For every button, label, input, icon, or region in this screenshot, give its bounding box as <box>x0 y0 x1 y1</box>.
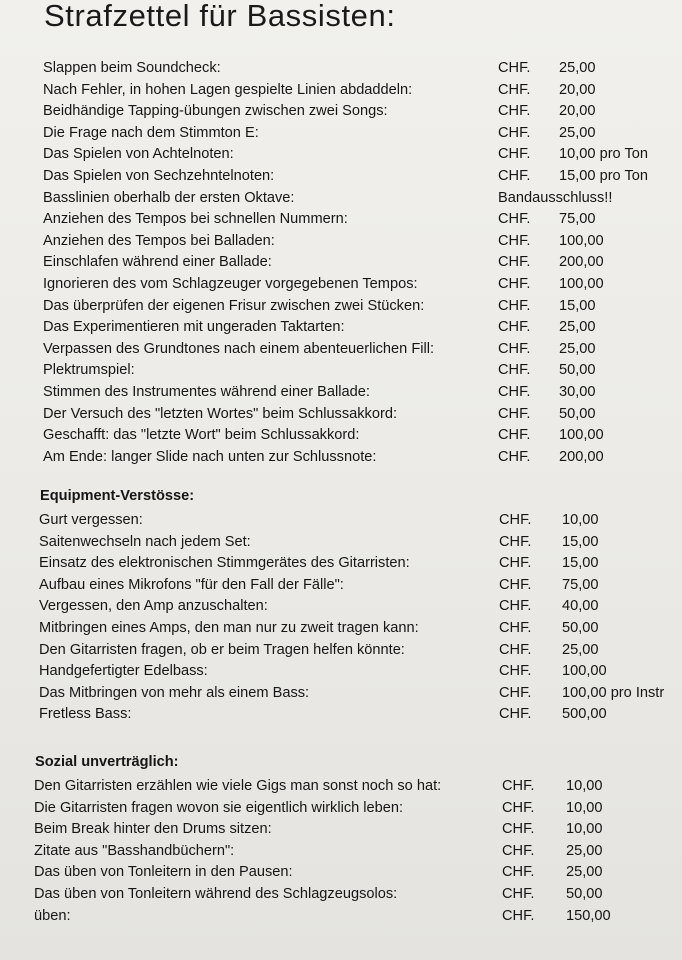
fine-currency: CHF. <box>498 60 531 76</box>
fine-currency: CHF. <box>502 799 535 816</box>
fine-row <box>0 166 682 188</box>
fine-row <box>0 661 682 683</box>
fine-currency: CHF. <box>499 684 532 701</box>
fine-label: Das üben von Tonleitern während des Schlagzeugsolos: <box>34 885 398 902</box>
fine-amount: 10,00 <box>562 512 599 528</box>
fine-amount: 50,00 <box>559 362 596 379</box>
fine-currency: CHF. <box>498 340 531 357</box>
fine-label: Ignorieren des vom Schlagzeuger vorgegebenen Tempos: <box>43 275 418 292</box>
fine-label: Den Gitarristen erzählen wie viele Gigs man sonst noch so hat: <box>34 778 442 794</box>
fine-currency: CHF. <box>502 885 535 902</box>
fine-row <box>0 144 682 166</box>
section-equipment-fines <box>0 510 682 726</box>
fine-amount: 15,00 <box>562 555 599 572</box>
fine-label: Gurt vergessen: <box>39 512 143 528</box>
fine-row <box>0 884 682 906</box>
fine-label: Das überprüfen der eigenen Frisur zwischen zwei Stücken: <box>43 297 425 314</box>
fine-amount: 50,00 <box>559 405 596 422</box>
fine-label: Handgefertigter Edelbass: <box>39 663 208 680</box>
fine-row <box>0 575 682 597</box>
fine-label: Der Versuch des "letzten Wortes" beim Schlussakkord: <box>43 405 398 422</box>
fine-amount: 10,00 pro Ton <box>559 146 648 163</box>
section-heading-equipment: Equipment-Verstösse: <box>40 488 195 504</box>
fine-row <box>0 80 682 102</box>
fine-row <box>0 123 682 145</box>
fine-currency: CHF. <box>498 254 531 271</box>
fine-amount: 75,00 <box>559 211 596 228</box>
fine-currency: CHF. <box>502 842 535 859</box>
fine-currency: CHF. <box>498 146 531 163</box>
fine-amount: 100,00 <box>562 663 607 680</box>
fine-currency: CHF. <box>498 81 531 98</box>
fine-currency: CHF. <box>499 706 532 723</box>
fine-amount: 15,00 pro Ton <box>559 167 648 184</box>
fine-row <box>0 447 682 469</box>
fine-amount: 10,00 <box>566 778 603 794</box>
fine-row <box>0 339 682 361</box>
fine-currency: CHF. <box>498 275 531 292</box>
fine-amount: 25,00 <box>566 864 603 881</box>
fine-currency: CHF. <box>502 864 535 881</box>
fine-row <box>0 58 682 80</box>
fine-amount: 500,00 <box>562 706 607 723</box>
fine-row <box>0 252 682 274</box>
fine-amount: 200,00 <box>559 254 604 271</box>
fine-label: Beidhändige Tapping-übungen zwischen zwei Songs: <box>43 103 388 120</box>
fine-label: Plektrumspiel: <box>43 362 135 379</box>
fine-label: Verpassen des Grundtones nach einem abenteuerlichen Fill: <box>43 340 435 357</box>
fine-amount: 40,00 <box>562 598 599 615</box>
fine-row <box>0 209 682 231</box>
fine-label: Einsatz des elektronischen Stimmgerätes des Gitarristen: <box>39 555 410 572</box>
section-general-fines <box>0 58 682 468</box>
fine-label: Einschlafen während einer Ballade: <box>43 254 272 271</box>
fine-row <box>0 776 682 798</box>
fine-currency: CHF. <box>498 362 531 379</box>
fine-row <box>0 425 682 447</box>
fine-currency: CHF. <box>498 211 531 228</box>
fine-amount: 50,00 <box>562 619 599 636</box>
fine-amount: 10,00 <box>566 799 603 816</box>
fine-amount: 25,00 <box>559 340 596 357</box>
fine-amount: 25,00 <box>559 124 596 141</box>
fine-amount: 20,00 <box>559 81 596 98</box>
fine-label: Die Frage nach dem Stimmton E: <box>43 124 259 141</box>
fine-amount: 25,00 <box>559 319 596 336</box>
fine-row <box>0 532 682 554</box>
fine-currency: CHF. <box>498 232 531 249</box>
fine-row <box>0 317 682 339</box>
fine-row <box>0 296 682 318</box>
fine-amount: 25,00 <box>559 60 596 76</box>
fine-row <box>0 274 682 296</box>
fine-label: Mitbringen eines Amps, den man nur zu zweit tragen kann: <box>39 619 419 636</box>
fine-row <box>0 683 682 705</box>
fine-amount: 75,00 <box>562 576 599 593</box>
fine-label: Fretless Bass: <box>39 706 132 723</box>
fine-amount: 150,00 <box>566 907 611 924</box>
fine-row <box>0 101 682 123</box>
section-heading-social: Sozial unverträglich: <box>35 754 179 770</box>
fine-amount: 10,00 <box>566 821 603 838</box>
fine-currency: CHF. <box>499 598 532 615</box>
section-social-fines <box>0 776 682 927</box>
fine-amount: 100,00 <box>559 427 604 444</box>
fine-amount: 200,00 <box>559 448 604 465</box>
fine-row <box>0 798 682 820</box>
fine-currency: CHF. <box>498 427 531 444</box>
fine-label: Den Gitarristen fragen, ob er beim Tragen helfen könnte: <box>39 641 405 658</box>
fine-label: Aufbau eines Mikrofons "für den Fall der Fälle": <box>39 576 344 593</box>
fine-label: Beim Break hinter den Drums sitzen: <box>34 821 272 838</box>
page-title: Strafzettel für Bassisten: <box>44 0 396 33</box>
fine-currency: CHF. <box>498 383 531 400</box>
fine-label: Das Mitbringen von mehr als einem Bass: <box>39 684 310 701</box>
fine-currency: CHF. <box>498 448 531 465</box>
fine-currency: CHF. <box>499 641 532 658</box>
fine-amount: 100,00 <box>559 232 604 249</box>
fine-label: Das Spielen von Achtelnoten: <box>43 146 234 163</box>
fine-currency: CHF. <box>499 555 532 572</box>
fine-currency: CHF. <box>499 663 532 680</box>
fine-currency: CHF. <box>498 103 531 120</box>
fine-amount: 15,00 <box>559 297 596 314</box>
fine-label: Basslinien oberhalb der ersten Oktave: <box>43 189 295 206</box>
fine-label: Geschafft: das "letzte Wort" beim Schlussakkord: <box>43 427 360 444</box>
fine-row <box>0 360 682 382</box>
fine-row <box>0 596 682 618</box>
fine-amount: 25,00 <box>562 641 599 658</box>
fine-currency: CHF. <box>499 533 532 550</box>
fine-row <box>0 510 682 532</box>
fine-amount: 15,00 <box>562 533 599 550</box>
fine-label: Das üben von Tonleitern in den Pausen: <box>34 864 293 881</box>
fine-row <box>0 618 682 640</box>
fine-currency: CHF. <box>498 297 531 314</box>
fine-row <box>0 188 682 210</box>
fine-label: üben: <box>34 907 71 924</box>
fine-row <box>0 819 682 841</box>
fine-amount: 30,00 <box>559 383 596 400</box>
fine-currency: CHF. <box>498 124 531 141</box>
fine-currency: CHF. <box>498 167 531 184</box>
fine-amount: 100,00 <box>559 275 604 292</box>
fine-amount: 20,00 <box>559 103 596 120</box>
fine-label: Anziehen des Tempos bei schnellen Nummern: <box>43 211 348 228</box>
fine-row <box>0 862 682 884</box>
fine-currency: CHF. <box>502 778 535 794</box>
fine-currency: CHF. <box>498 319 531 336</box>
fine-row <box>0 841 682 863</box>
fine-special: Bandausschluss!! <box>498 189 613 206</box>
fine-label: Die Gitarristen fragen wovon sie eigentlich wirklich leben: <box>34 799 404 816</box>
fine-currency: CHF. <box>502 907 535 924</box>
fine-label: Slappen beim Soundcheck: <box>43 60 221 76</box>
fine-currency: CHF. <box>502 821 535 838</box>
fine-currency: CHF. <box>499 512 532 528</box>
fine-row <box>0 382 682 404</box>
fine-label: Vergessen, den Amp anzuschalten: <box>39 598 268 615</box>
fine-label: Saitenwechseln nach jedem Set: <box>39 533 251 550</box>
fine-currency: CHF. <box>499 576 532 593</box>
fine-currency: CHF. <box>499 619 532 636</box>
fine-row <box>0 704 682 726</box>
fine-label: Das Spielen von Sechzehntelnoten: <box>43 167 275 184</box>
fine-amount: 25,00 <box>566 842 603 859</box>
fine-label: Anziehen des Tempos bei Balladen: <box>43 232 275 249</box>
fine-currency: CHF. <box>498 405 531 422</box>
fine-amount: 100,00 pro Instr <box>562 684 665 701</box>
fine-row <box>0 553 682 575</box>
fine-label: Das Experimentieren mit ungeraden Taktarten: <box>43 319 345 336</box>
fine-row <box>0 640 682 662</box>
fine-label: Stimmen des Instrumentes während einer Ballade: <box>43 383 370 400</box>
fine-amount: 50,00 <box>566 885 603 902</box>
fine-label: Am Ende: langer Slide nach unten zur Schlussnote: <box>43 448 377 465</box>
fine-label: Zitate aus "Basshandbüchern": <box>34 842 235 859</box>
fine-row <box>0 231 682 253</box>
fine-row <box>0 906 682 928</box>
fine-row <box>0 404 682 426</box>
fine-label: Nach Fehler, in hohen Lagen gespielte Linien abdaddeln: <box>43 81 413 98</box>
